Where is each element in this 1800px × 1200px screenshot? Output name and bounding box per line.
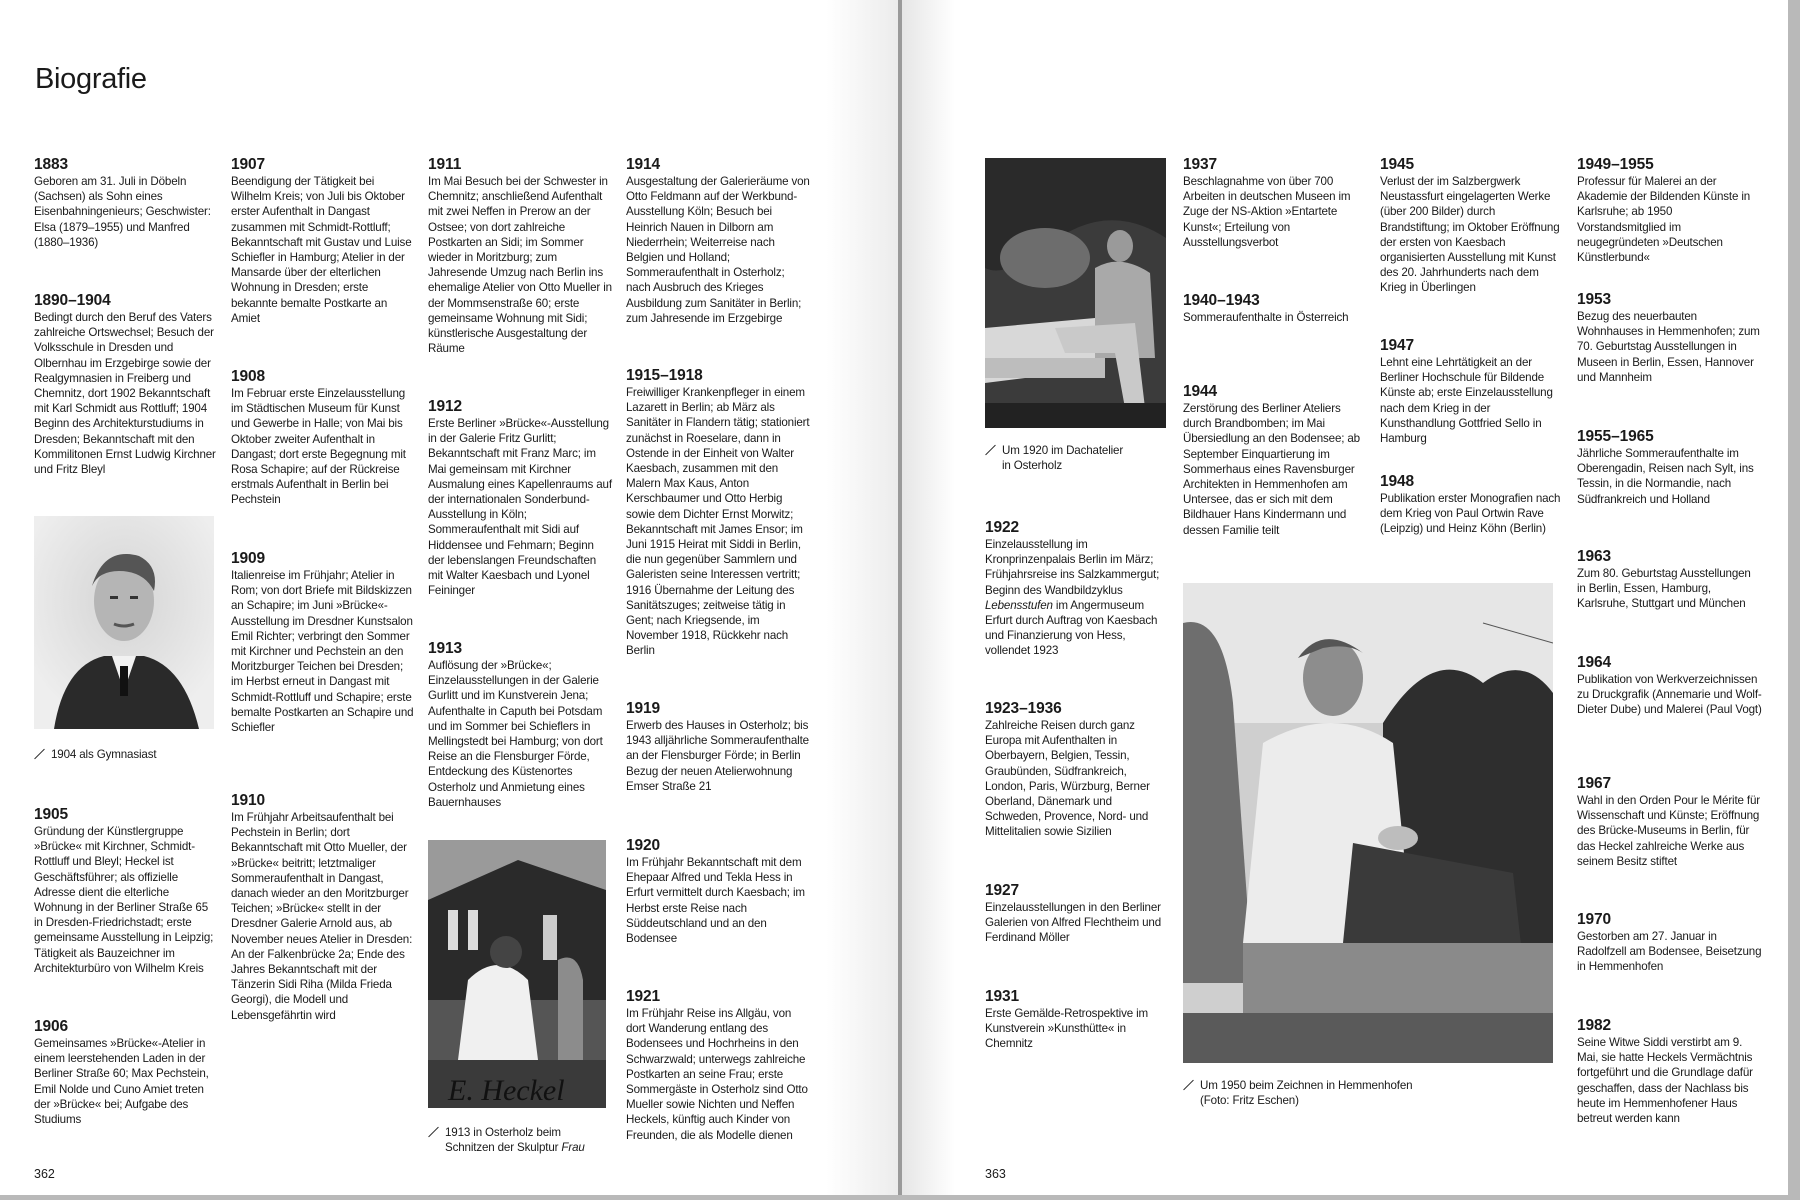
caption-text: Schnitzen der Skulptur <box>445 1141 562 1155</box>
page-number-right: 363 <box>985 1167 1006 1181</box>
timeline-entry <box>231 156 416 326</box>
page-edge-bottom <box>0 1195 1800 1200</box>
entry-text: Erste Gemälde-Retrospektive im Kunstverein »Kunsthütte« in Chemnitz <box>985 1007 1149 1051</box>
timeline-entry <box>428 398 613 598</box>
entry-text: Im Frühjahr Arbeitsaufenthalt bei Pechstein in Berlin; dort Bekanntschaft mit Otto Mueller, der »Brücke« beitritt; letztmaliger Sommeraufenthalt in Dangast, danach wieder an den Moritzburger Teichen; »Brücke« stellt in der Dresdner Galerie Arnold aus, ab November neues Atelier in Dresden: An der Falkenbrücke 2a; Ende des Jahres Bekanntschaft mit der Tänzerin Sidi Riha (Milda Frieda Georgi), die Modell und Lebensgefährtin wird <box>231 811 413 1022</box>
entry-text-part: im Angermuseum Erfurt durch Auftrag von Kaesbach und Finanzierung von Hess, vollendet 1923 <box>985 598 1158 658</box>
page-number-left: 362 <box>34 1167 55 1181</box>
timeline-entry <box>985 988 1170 1052</box>
timeline-entry <box>626 837 811 946</box>
entry-text: Bedingt durch den Beruf des Vaters zahlreiche Ortswechsel; Besuch der Volksschule in Dresden und Olbernhau im Erzgebirge sowie der Realgymnasien in Freiberg und Chemnitz, dort 1902 Bekanntschaft mit Karl Schmidt aus Rottluff; 1904 Beginn des Architekturstudiums in Dresden; Bekanntschaft mit den Kommilitonen Ernst Ludwig Kirchner und Fritz Bleyl <box>34 311 216 477</box>
entry-text-italic: Lebensstufen <box>985 598 1053 612</box>
entry-year: 1913 <box>428 640 463 657</box>
timeline-entry <box>34 292 219 477</box>
entry-year: 1940–1943 <box>1183 292 1260 309</box>
entry-year: 1964 <box>1577 654 1612 671</box>
page-title: Biografie <box>35 63 147 96</box>
entry-text: Sommeraufenthalte in Österreich <box>1183 311 1349 324</box>
entry-year: 1908 <box>231 368 266 385</box>
entry-text: Im Frühjahr Bekanntschaft mit dem Ehepaar Alfred und Tekla Hess in Erfurt vermittelt durch Kaesbach; im Herbst erste Reise nach Süddeutschland und an den Bodensee <box>626 856 805 946</box>
entry-text: Freiwilliger Krankenpfleger in einem Lazarett in Berlin; ab März als Sanitäter in Flandern tätig; stationiert zunächst in Roeselare, dann in Ostende in der Einheit von Walter Kaesbach, zusammen mit den Malern Max Kaus, Anton Kerschbaumer und Otto Herbig sowie dem Dichter Ernst Morwitz; Bekanntschaft mit James Ensor; im Juni 1915 Heirat mit Siddi in Berlin, die nun gegenüber Sammlern und Galeristen seine Interessen vertritt; 1916 Übernahme der Leitung des Sanitätszuges; zeitweise tätig in Gent; nach Kriegsende, im November 1918, Rückkehr nach Berlin <box>626 386 810 658</box>
page-edge <box>1788 0 1800 1200</box>
entry-year: 1955–1965 <box>1577 428 1654 445</box>
entry-text: Seine Witwe Siddi verstirbt am 9. Mai, sie hatte Heckels Vermächtnis fortgeführt und die Grundlage dafür geschaffen, dass der Nachlass bis heute im Hemmenhofener Haus betreut werden kann <box>1577 1036 1753 1126</box>
entry-year: 1967 <box>1577 775 1612 792</box>
entry-year: 1947 <box>1380 337 1415 354</box>
entry-year: 1920 <box>626 837 661 854</box>
entry-year: 1907 <box>231 156 266 173</box>
entry-text: Beschlagnahme von über 700 Arbeiten in deutschen Museen im Zuge der NS-Aktion »Entartete Kunst«; Erteilung von Ausstellungsverbot <box>1183 175 1351 249</box>
entry-year: 1919 <box>626 700 661 717</box>
entry-year: 1921 <box>626 988 661 1005</box>
entry-text: Wahl in den Orden Pour le Mérite für Wissenschaft und Künste; Eröffnung des Brücke-Museums in Berlin, für das Heckel zahlreiche Werke aus seinem Besitz stiftet <box>1577 794 1760 868</box>
caption-text: 1904 als Gymnasiast <box>51 748 157 761</box>
photo-osterholz-carving <box>428 840 606 1108</box>
entry-text: Zerstörung des Berliner Ateliers durch Brandbomben; im Mai Übersiedlung an den Bodensee; ab September Einquartierung im Sommerhaus eines Ravensburger Architekten in Hemmenhofen am Untersee, das er sich mit dem Bildhauer Hans Kindermann und dessen Familie teilt <box>1183 402 1360 537</box>
entry-year: 1915–1918 <box>626 367 703 384</box>
entry-text: Ausgestaltung der Galerieräume von Otto Feldmann auf der Werkbund-Ausstellung Köln; Besuch bei Heinrich Nauen in Dilborn am Niederrhein; Weiterreise nach Belgien und Holland; Sommeraufenthalt in Osterholz; nach Ausbruch des Krieges Ausbildung zum Sanitäter in Berlin; zum Jahresende im Erzgebirge <box>626 175 810 325</box>
photo-caption <box>1183 1078 1412 1108</box>
timeline-entry <box>34 806 219 976</box>
entry-text: Erwerb des Hauses in Osterholz; bis 1943 alljährliche Sommeraufenthalte an der Flensburger Förde; in Berlin Bezug der neuen Atelierwohnung Emser Straße 21 <box>626 719 809 793</box>
entry-text: Publikation von Werkverzeichnissen zu Druckgrafik (Annemarie und Wolf-Dieter Dube) und Malerei (Paul Vogt) <box>1577 673 1762 717</box>
entry-year: 1953 <box>1577 291 1612 308</box>
photo-caption <box>985 443 1123 473</box>
timeline-entry <box>1577 156 1762 265</box>
entry-text: Gestorben am 27. Januar in Radolfzell am Bodensee, Beisetzung in Hemmenhofen <box>1577 930 1762 974</box>
timeline-entry <box>1380 156 1565 296</box>
entry-text: Jährliche Sommeraufenthalte im Oberengadin, Reisen nach Sylt, ins Tessin, in die Normandie, nach Südfrankreich und Holland <box>1577 447 1754 506</box>
timeline-entry <box>626 988 811 1143</box>
photo-caption <box>34 747 156 762</box>
timeline-entry <box>1183 292 1368 325</box>
entry-year: 1931 <box>985 988 1020 1005</box>
timeline-entry <box>985 700 1170 840</box>
caption-italic: Frau <box>561 1141 585 1155</box>
entry-year: 1883 <box>34 156 69 173</box>
timeline-entry <box>1577 291 1762 385</box>
timeline-entry <box>1183 156 1368 250</box>
photo-hemmenhofen <box>1183 583 1553 1063</box>
timeline-entry <box>985 519 1170 659</box>
entry-year: 1909 <box>231 550 266 567</box>
photo-gymnasiast <box>34 516 214 729</box>
entry-text: Zum 80. Geburtstag Ausstellungen in Berlin, Essen, Hamburg, Karlsruhe, Stuttgart und München <box>1577 567 1751 611</box>
photo-signature: E. Heckel <box>448 1074 565 1107</box>
caption-text: Um 1920 im Dachatelier <box>1002 444 1124 457</box>
caption-slash-icon <box>34 748 46 760</box>
entry-text: Erste Berliner »Brücke«-Ausstellung in der Galerie Fritz Gurlitt; Bekanntschaft mit Franz Marc; im Mai gemeinsam mit Kirchner Ausmalung eines Kapellenraums auf der internationalen Sonderbund-Ausstellung in Köln; Sommeraufenthalt mit Sidi auf Hiddensee und Fehmarn; Beginn der lebenslangen Freundschaften mit Walter Kaesbach und Lyonel Feininger <box>428 417 612 598</box>
entry-text: Im Frühjahr Reise ins Allgäu, von dort Wanderung entlang des Bodensees und Hochrheins in den Schwarzwald; unterwegs zahlreiche Postkarten an seine Frau; erste Sommergäste in Osterholz sind Otto Mueller sowie Nichten und Neffen Heckels, künftig auch Kinder von Freunden, die als Modelle dienen <box>626 1007 808 1142</box>
entry-text: Zahlreiche Reisen durch ganz Europa mit Aufenthalten in Oberbayern, Belgien, Tessin, Graubünden, Südfrankreich, London, Paris, Würzburg, Berner Oberland, Dänemark und Schweden, Provence, Nord- und Mittelitalien sowie Sizilien <box>985 719 1150 839</box>
timeline-entry <box>1577 775 1762 869</box>
timeline-entry <box>1183 383 1368 538</box>
photo-caption <box>428 1125 585 1155</box>
entry-text: Lehnt eine Lehrtätigkeit an der Berliner Hochschule für Bildende Künste ab; erste Einzelausstellung nach dem Krieg in der Kunsthandlung Gottfried Sello in Hamburg <box>1380 356 1553 446</box>
entry-text: Gründung der Künstlergruppe »Brücke« mit Kirchner, Schmidt-Rottluff und Bleyl; Heckel ist Geschäftsführer; als offizielle Adresse dient die elterliche Wohnung in der Berliner Straße 65 in Dresden-Friedrichstadt; erste gemeinsame Ausstellung in Leipzig; Tätigkeit als Bauzeichner im Architekturbüro von Wilhelm Kreis <box>34 825 214 975</box>
timeline-entry <box>34 1018 219 1127</box>
entry-year: 1927 <box>985 882 1020 899</box>
entry-year: 1910 <box>231 792 266 809</box>
entry-year: 1923–1936 <box>985 700 1062 717</box>
entry-text: Verlust der im Salzbergwerk Neustassfurt eingelagerten Werke (über 200 Bilder) durch Brandstiftung; im Oktober Eröffnung der ersten von Kaesbach organisierten Ausstellung mit Kunst des 20. Jahrhunderts nach dem Krieg in Überlingen <box>1380 175 1560 295</box>
timeline-entry <box>1577 654 1762 718</box>
timeline-entry <box>626 700 811 794</box>
timeline-entry <box>231 368 416 508</box>
caption-slash-icon <box>1183 1079 1195 1091</box>
photo-dachatelier <box>985 158 1166 428</box>
entry-year: 1944 <box>1183 383 1218 400</box>
entry-text: Publikation erster Monografien nach dem Krieg von Paul Ortwin Rave (Leipzig) und Heinz Köhn (Berlin) <box>1380 492 1561 536</box>
entry-text: Italienreise im Frühjahr; Atelier in Rom; von dort Briefe mit Bildskizzen an Schapire; im Juni »Brücke«-Ausstellung im Dresdner Kunstsalon Emil Richter; verbringt den Sommer mit Kirchner und Pechstein an den Moritzburger Teichen bei Dresden; im Herbst erneut in Dangast mit Schmidt-Rottluff und Schapire; erste bemalte Postkarten an Schapire und Schiefler <box>231 569 414 735</box>
caption-text: Um 1950 beim Zeichnen in Hemmenhofen <box>1200 1079 1413 1092</box>
timeline-entry <box>1577 548 1762 612</box>
entry-year: 1948 <box>1380 473 1415 490</box>
timeline-entry <box>428 156 613 356</box>
timeline-entry <box>1577 911 1762 975</box>
timeline-entry <box>1577 1017 1762 1126</box>
timeline-entry <box>34 156 219 250</box>
entry-text: Beendigung der Tätigkeit bei Wilhelm Kreis; von Juli bis Oktober erster Aufenthalt in Dangast zusammen mit Schmidt-Rottluff; Bekanntschaft mit Gustav und Luise Schiefler in Hamburg; Atelier in der Mansarde über der elterlichen Wohnung in Dresden; erste bekannte bemalte Postkarte an Amiet <box>231 175 412 325</box>
timeline-entry <box>428 640 613 810</box>
caption-slash-icon <box>428 1126 440 1138</box>
timeline-entry <box>1577 428 1762 507</box>
entry-year: 1963 <box>1577 548 1612 565</box>
entry-text: Geboren am 31. Juli in Döbeln (Sachsen) als Sohn eines Eisenbahningenieurs; Geschwister: Elsa (1879–1955) und Manfred (1880–1936) <box>34 175 211 249</box>
entry-text: Professur für Malerei an der Akademie der Bildenden Künste in Karlsruhe; ab 1950 Vorstandsmitglied im neugegründeten »Deutschen Künstlerbund« <box>1577 175 1751 265</box>
entry-year: 1912 <box>428 398 463 415</box>
timeline-entry <box>1380 337 1565 446</box>
entry-year: 1905 <box>34 806 69 823</box>
entry-year: 1922 <box>985 519 1020 536</box>
entry-text: Bezug des neuerbauten Wohnhauses in Hemmenhofen; zum 70. Geburtstag Ausstellungen in Museen in Berlin, Essen, Hannover und Mannheim <box>1577 310 1760 384</box>
entry-text: Gemeinsames »Brücke«-Atelier in einem leerstehenden Laden in der Berliner Straße 60; Max Pechstein, Emil Nolde und Cuno Amiet treten der »Brücke« bei; Aufgabe des Studiums <box>34 1037 209 1127</box>
entry-year: 1949–1955 <box>1577 156 1654 173</box>
caption-text: in Osterholz <box>1002 459 1063 473</box>
entry-year: 1937 <box>1183 156 1218 173</box>
timeline-entry <box>231 792 416 1023</box>
entry-year: 1970 <box>1577 911 1612 928</box>
entry-year: 1890–1904 <box>34 292 111 309</box>
entry-year: 1906 <box>34 1018 69 1035</box>
entry-text <box>985 537 1170 659</box>
entry-text: Einzelausstellungen in den Berliner Galerien von Alfred Flechtheim und Ferdinand Möller <box>985 901 1161 945</box>
entry-year: 1945 <box>1380 156 1415 173</box>
entry-text-part: Einzelausstellung im Kronprinzenpalais Berlin im März; Frühjahrsreise ins Salzkammergut; Beginn des Wandbildzyklus <box>985 538 1160 597</box>
timeline-entry <box>1380 473 1565 537</box>
entry-text: Im Mai Besuch bei der Schwester in Chemnitz; anschließend Aufenthalt mit zwei Neffen in Prerow an der Ostsee; von dort zahlreiche Postkarten an Sidi; im Sommer wieder in Moritzburg; zum Jahresende Umzug nach Berlin ins ehemalige Atelier von Otto Mueller in der Mommsenstraße 60; erste gemeinsame Wohnung mit Sidi; künstlerische Ausgestaltung der Räume <box>428 175 612 356</box>
timeline-entry <box>626 367 811 659</box>
caption-text: (Foto: Fritz Eschen) <box>1200 1094 1299 1108</box>
entry-year: 1914 <box>626 156 661 173</box>
entry-year: 1911 <box>428 156 462 173</box>
timeline-entry <box>985 882 1170 946</box>
entry-text: Im Februar erste Einzelausstellung im Städtischen Museum für Kunst und Gewerbe in Halle; von Mai bis Oktober zweiter Aufenthalt in Dangast; dort erste Begegnung mit Rosa Schapire; auf der Rückreise erstmals Aufenthalt in Berlin bei Pechstein <box>231 387 406 507</box>
timeline-entry <box>626 156 811 326</box>
caption-text: 1913 in Osterholz beim <box>445 1126 561 1139</box>
entry-text: Auflösung der »Brücke«; Einzelausstellungen in der Galerie Gurlitt und im Kunstverein Jena; Aufenthalte in Caputh bei Potsdam und im Sommer bei Schieflers in Mellingstedt bei Hamburg; von dort Reise an die Flensburger Förde, Entdeckung des Küstenortes Osterholz und Anmietung eines Bauernhauses <box>428 659 603 809</box>
caption-slash-icon <box>985 444 997 456</box>
entry-year: 1982 <box>1577 1017 1612 1034</box>
timeline-entry <box>231 550 416 735</box>
